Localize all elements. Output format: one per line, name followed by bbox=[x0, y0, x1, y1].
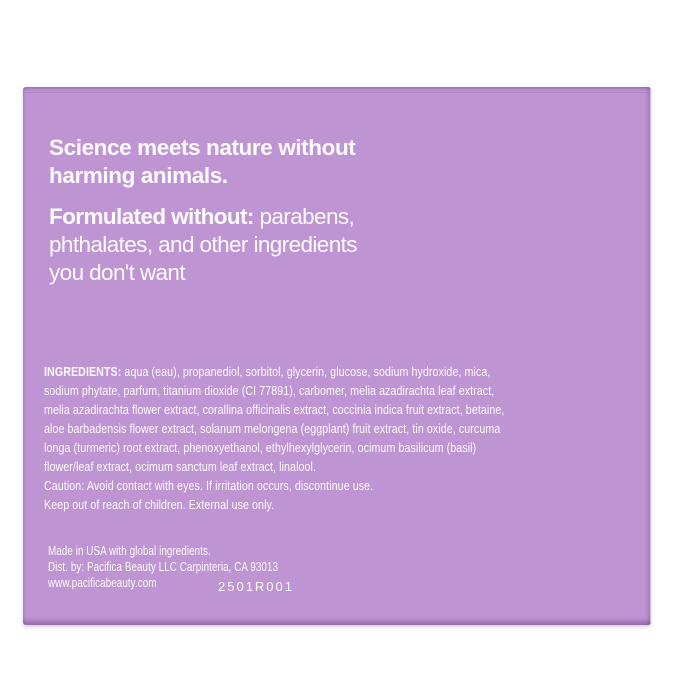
ingredients-section bbox=[44, 362, 504, 514]
ingredients-line-3: melia azadirachta flower extract, corallina officinalis extract, coccinia indica fruit extract, betaine, bbox=[44, 402, 505, 417]
distributor-line: Dist. by: Pacifica Beauty LLC Carpinteria, CA 93013 bbox=[48, 560, 279, 574]
formulated-without-line-2: phthalates, and other ingredients bbox=[49, 232, 357, 257]
batch-code: 2501R001 bbox=[218, 579, 294, 594]
formulated-without-label: Formulated without: bbox=[49, 204, 254, 229]
headline bbox=[49, 134, 355, 190]
ingredients-line-1 bbox=[44, 362, 504, 381]
formulated-without-line-1 bbox=[49, 203, 357, 231]
headline-line-1: Science meets nature without bbox=[49, 135, 356, 160]
ingredients-line-4: aloe barbadensis flower extract, solanum melongena (eggplant) fruit extract, tin oxide, curcuma bbox=[44, 421, 501, 436]
ingredients-line-1-rest: aqua (eau), propanediol, sorbitol, glycerin, glucose, sodium hydroxide, mica, bbox=[121, 364, 491, 379]
ingredients-line-2: sodium phytate, parfum, titanium dioxide (CI 77891), carbomer, melia azadirachta leaf extract, bbox=[44, 383, 495, 398]
headline-line-2: harming animals. bbox=[49, 163, 228, 188]
caution-line-1: Caution: Avoid contact with eyes. If irritation occurs, discontinue use. bbox=[44, 478, 374, 493]
made-in-line: Made in USA with global ingredients. bbox=[48, 544, 211, 558]
formulated-without-line-1-rest: parabens, bbox=[253, 204, 355, 229]
formulated-without-section bbox=[49, 203, 357, 287]
formulated-without-line-3: you don't want bbox=[49, 260, 185, 285]
website-url: www.pacificabeauty.com bbox=[48, 576, 157, 590]
caution-line-2: Keep out of reach of children. External use only. bbox=[44, 497, 275, 512]
ingredients-line-5: longa (turmeric) root extract, phenoxyethanol, ethylhexylglycerin, ocimum basilicum (basil) bbox=[44, 440, 477, 455]
product-box-back-panel bbox=[23, 87, 651, 625]
ingredients-label: INGREDIENTS: bbox=[44, 364, 122, 379]
ingredients-line-6: flower/leaf extract, ocimum sanctum leaf extract, linalool. bbox=[44, 459, 317, 474]
